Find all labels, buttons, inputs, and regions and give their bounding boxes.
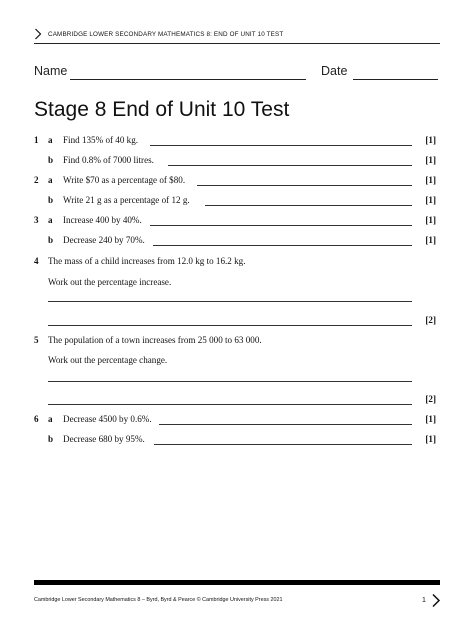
chevron-right-icon (34, 28, 42, 40)
name-label: Name (34, 64, 68, 78)
question-3b (34, 235, 436, 249)
marks: [2] (425, 394, 436, 404)
marks: [1] (425, 195, 436, 205)
answer-line[interactable] (205, 205, 412, 206)
question-text: Find 135% of 40 kg. (63, 135, 139, 145)
marks: [1] (425, 215, 436, 225)
question-text: The mass of a child increases from 12.0 kg to 16.2 kg. (48, 256, 246, 266)
answer-line[interactable] (48, 325, 412, 326)
question-part: b (48, 235, 54, 245)
question-5 (34, 335, 436, 349)
question-4-instruction (34, 277, 436, 291)
footer-credit: Cambridge Lower Secondary Mathematics 8 – Byrd, Byrd & Pearce © Cambridge University Press 2021 (34, 597, 283, 603)
page-title: Stage 8 End of Unit 10 Test (34, 98, 290, 121)
question-1b (34, 155, 436, 169)
question-6a (34, 414, 436, 428)
answer-line[interactable] (150, 225, 412, 226)
question-part: b (48, 434, 54, 444)
question-text: The population of a town increases from 25 000 to 63 000. (48, 335, 262, 345)
question-4 (34, 256, 436, 270)
question-part: b (48, 195, 54, 205)
question-text: Write $70 as a percentage of $80. (63, 175, 186, 185)
answer-line[interactable] (159, 424, 412, 425)
question-text: Increase 400 by 40%. (63, 215, 142, 225)
question-text: Find 0.8% of 7000 litres. (63, 155, 154, 165)
answer-line[interactable] (168, 165, 412, 166)
header-rule (34, 43, 440, 44)
question-2a (34, 175, 436, 189)
question-number: 4 (34, 256, 39, 266)
question-text: Decrease 680 by 95%. (63, 434, 145, 444)
question-number: 2 (34, 175, 39, 185)
question-subtext: Work out the percentage increase. (48, 277, 172, 287)
question-subtext: Work out the percentage change. (48, 355, 168, 365)
question-1a (34, 135, 436, 149)
answer-line[interactable] (154, 444, 412, 445)
name-field[interactable] (70, 79, 306, 80)
answer-line[interactable] (150, 145, 412, 146)
marks: [1] (425, 155, 436, 165)
marks: [1] (425, 235, 436, 245)
question-5-instruction (34, 355, 436, 369)
question-6b (34, 434, 436, 448)
marks: [1] (425, 414, 436, 424)
question-text: Decrease 4500 by 0.6%. (63, 414, 152, 424)
marks: [1] (425, 175, 436, 185)
question-text: Decrease 240 by 70%. (63, 235, 145, 245)
footer-bar (34, 580, 440, 585)
question-number: 6 (34, 414, 39, 424)
question-text: Write 21 g as a percentage of 12 g. (63, 195, 190, 205)
question-part: b (48, 155, 54, 165)
question-number: 1 (34, 135, 39, 145)
header-title: CAMBRIDGE LOWER SECONDARY MATHEMATICS 8: END OF UNIT 10 TEST (48, 31, 284, 38)
page-number: 1 (422, 597, 426, 604)
date-field[interactable] (353, 79, 438, 80)
question-number: 5 (34, 335, 39, 345)
answer-line[interactable] (153, 245, 412, 246)
question-part: a (48, 414, 53, 424)
working-line[interactable] (48, 381, 412, 382)
answer-line[interactable] (197, 185, 412, 186)
answer-line[interactable] (48, 404, 412, 405)
question-number: 3 (34, 215, 39, 225)
marks: [2] (425, 315, 436, 325)
question-2b (34, 195, 436, 209)
next-page-chevron-icon[interactable] (431, 593, 441, 608)
question-4-answer (34, 315, 436, 329)
question-part: a (48, 135, 53, 145)
question-5-answer (34, 394, 436, 408)
question-part: a (48, 215, 53, 225)
working-line[interactable] (48, 301, 412, 302)
question-3a (34, 215, 436, 229)
marks: [1] (425, 434, 436, 444)
marks: [1] (425, 135, 436, 145)
question-part: a (48, 175, 53, 185)
date-label: Date (321, 64, 348, 78)
